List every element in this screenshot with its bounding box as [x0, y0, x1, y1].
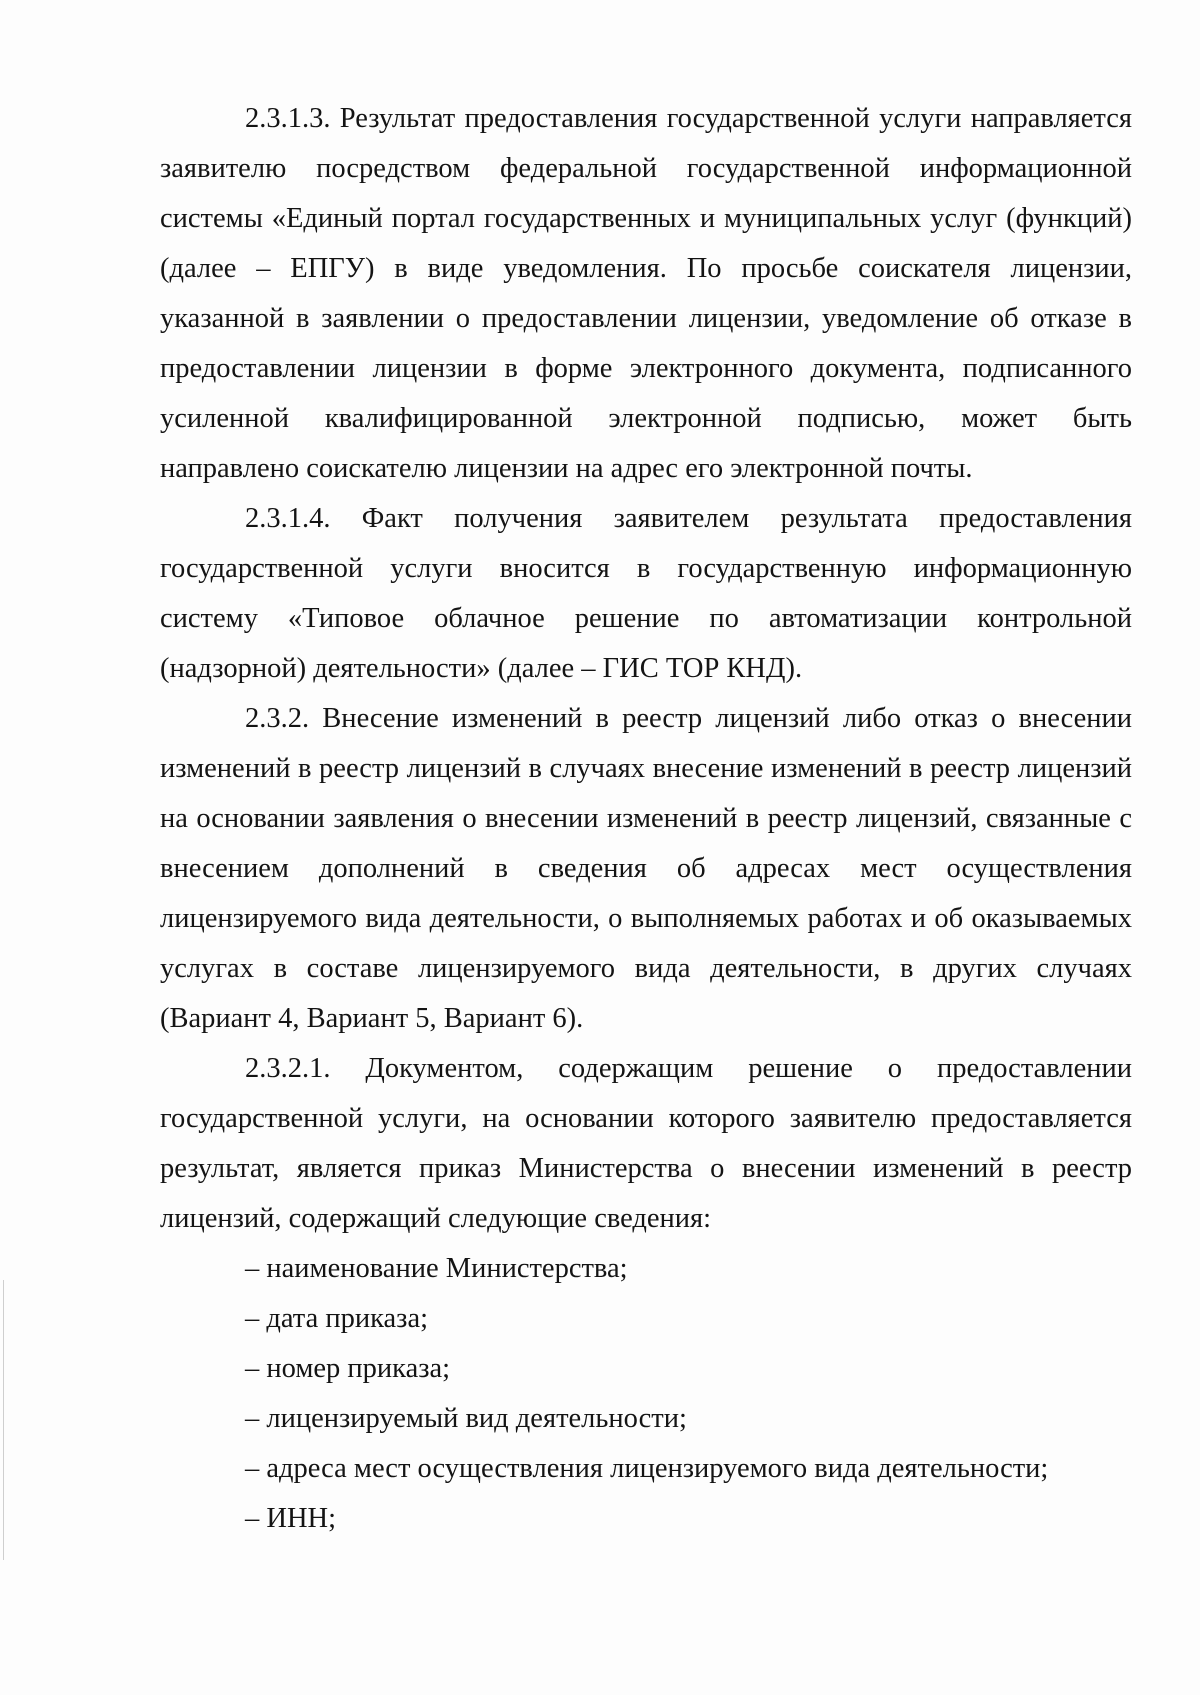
paragraph-2-3-1-3: 2.3.1.3. Результат предоставления государственной услуги направляется заявителю посредством федеральной государственной информационной системы «Единый портал государственных и муниципальных услуг (функций) (далее – ЕПГУ) в виде уведомления. По просьбе соискателя лицензии, указанной в заявлении о предоставлении лицензии, уведомление об отказе в предоставлении лицензии в форме электронного документа, подписанного усиленной квалифицированной электронной подписью, может быть направлено соискателю лицензии на адрес его электронной почты.	[160, 103, 1132, 484]
list-item: – номер приказа;	[245, 1353, 451, 1384]
list-item: – ИНН;	[245, 1503, 337, 1534]
list-item: – наименование Министерства;	[245, 1253, 628, 1284]
list-item: – адреса мест осуществления лицензируемого вида деятельности;	[245, 1453, 1049, 1484]
paragraph-2-3-2-1: 2.3.2.1. Документом, содержащим решение о предоставлении государственной услуги, на основании которого заявителю предоставляется результат, является приказ Министерства о внесении изменений в реестр лицензий, содержащий следующие сведения:	[160, 1053, 1132, 1234]
document-body	[160, 94, 1132, 1544]
list-item: – дата приказа;	[245, 1303, 429, 1334]
paragraph-2-3-1-4: 2.3.1.4. Факт получения заявителем результата предоставления государственной услуги вносится в государственную информационную систему «Типовое облачное решение по автоматизации контрольной (надзорной) деятельности» (далее – ГИС ТОР КНД).	[160, 503, 1132, 684]
scan-edge-line	[3, 1280, 4, 1560]
list-item: – лицензируемый вид деятельности;	[245, 1403, 687, 1434]
paragraph-2-3-2: 2.3.2. Внесение изменений в реестр лицензий либо отказ о внесении изменений в реестр лицензий в случаях внесение изменений в реестр лицензий на основании заявления о внесении изменений в реестр лицензий, связанные с внесением дополнений в сведения об адресах мест осуществления лицензируемого вида деятельности, о выполняемых работах и об оказываемых услугах в составе лицензируемого вида деятельности, в других случаях (Вариант 4, Вариант 5, Вариант 6).	[160, 703, 1132, 1034]
